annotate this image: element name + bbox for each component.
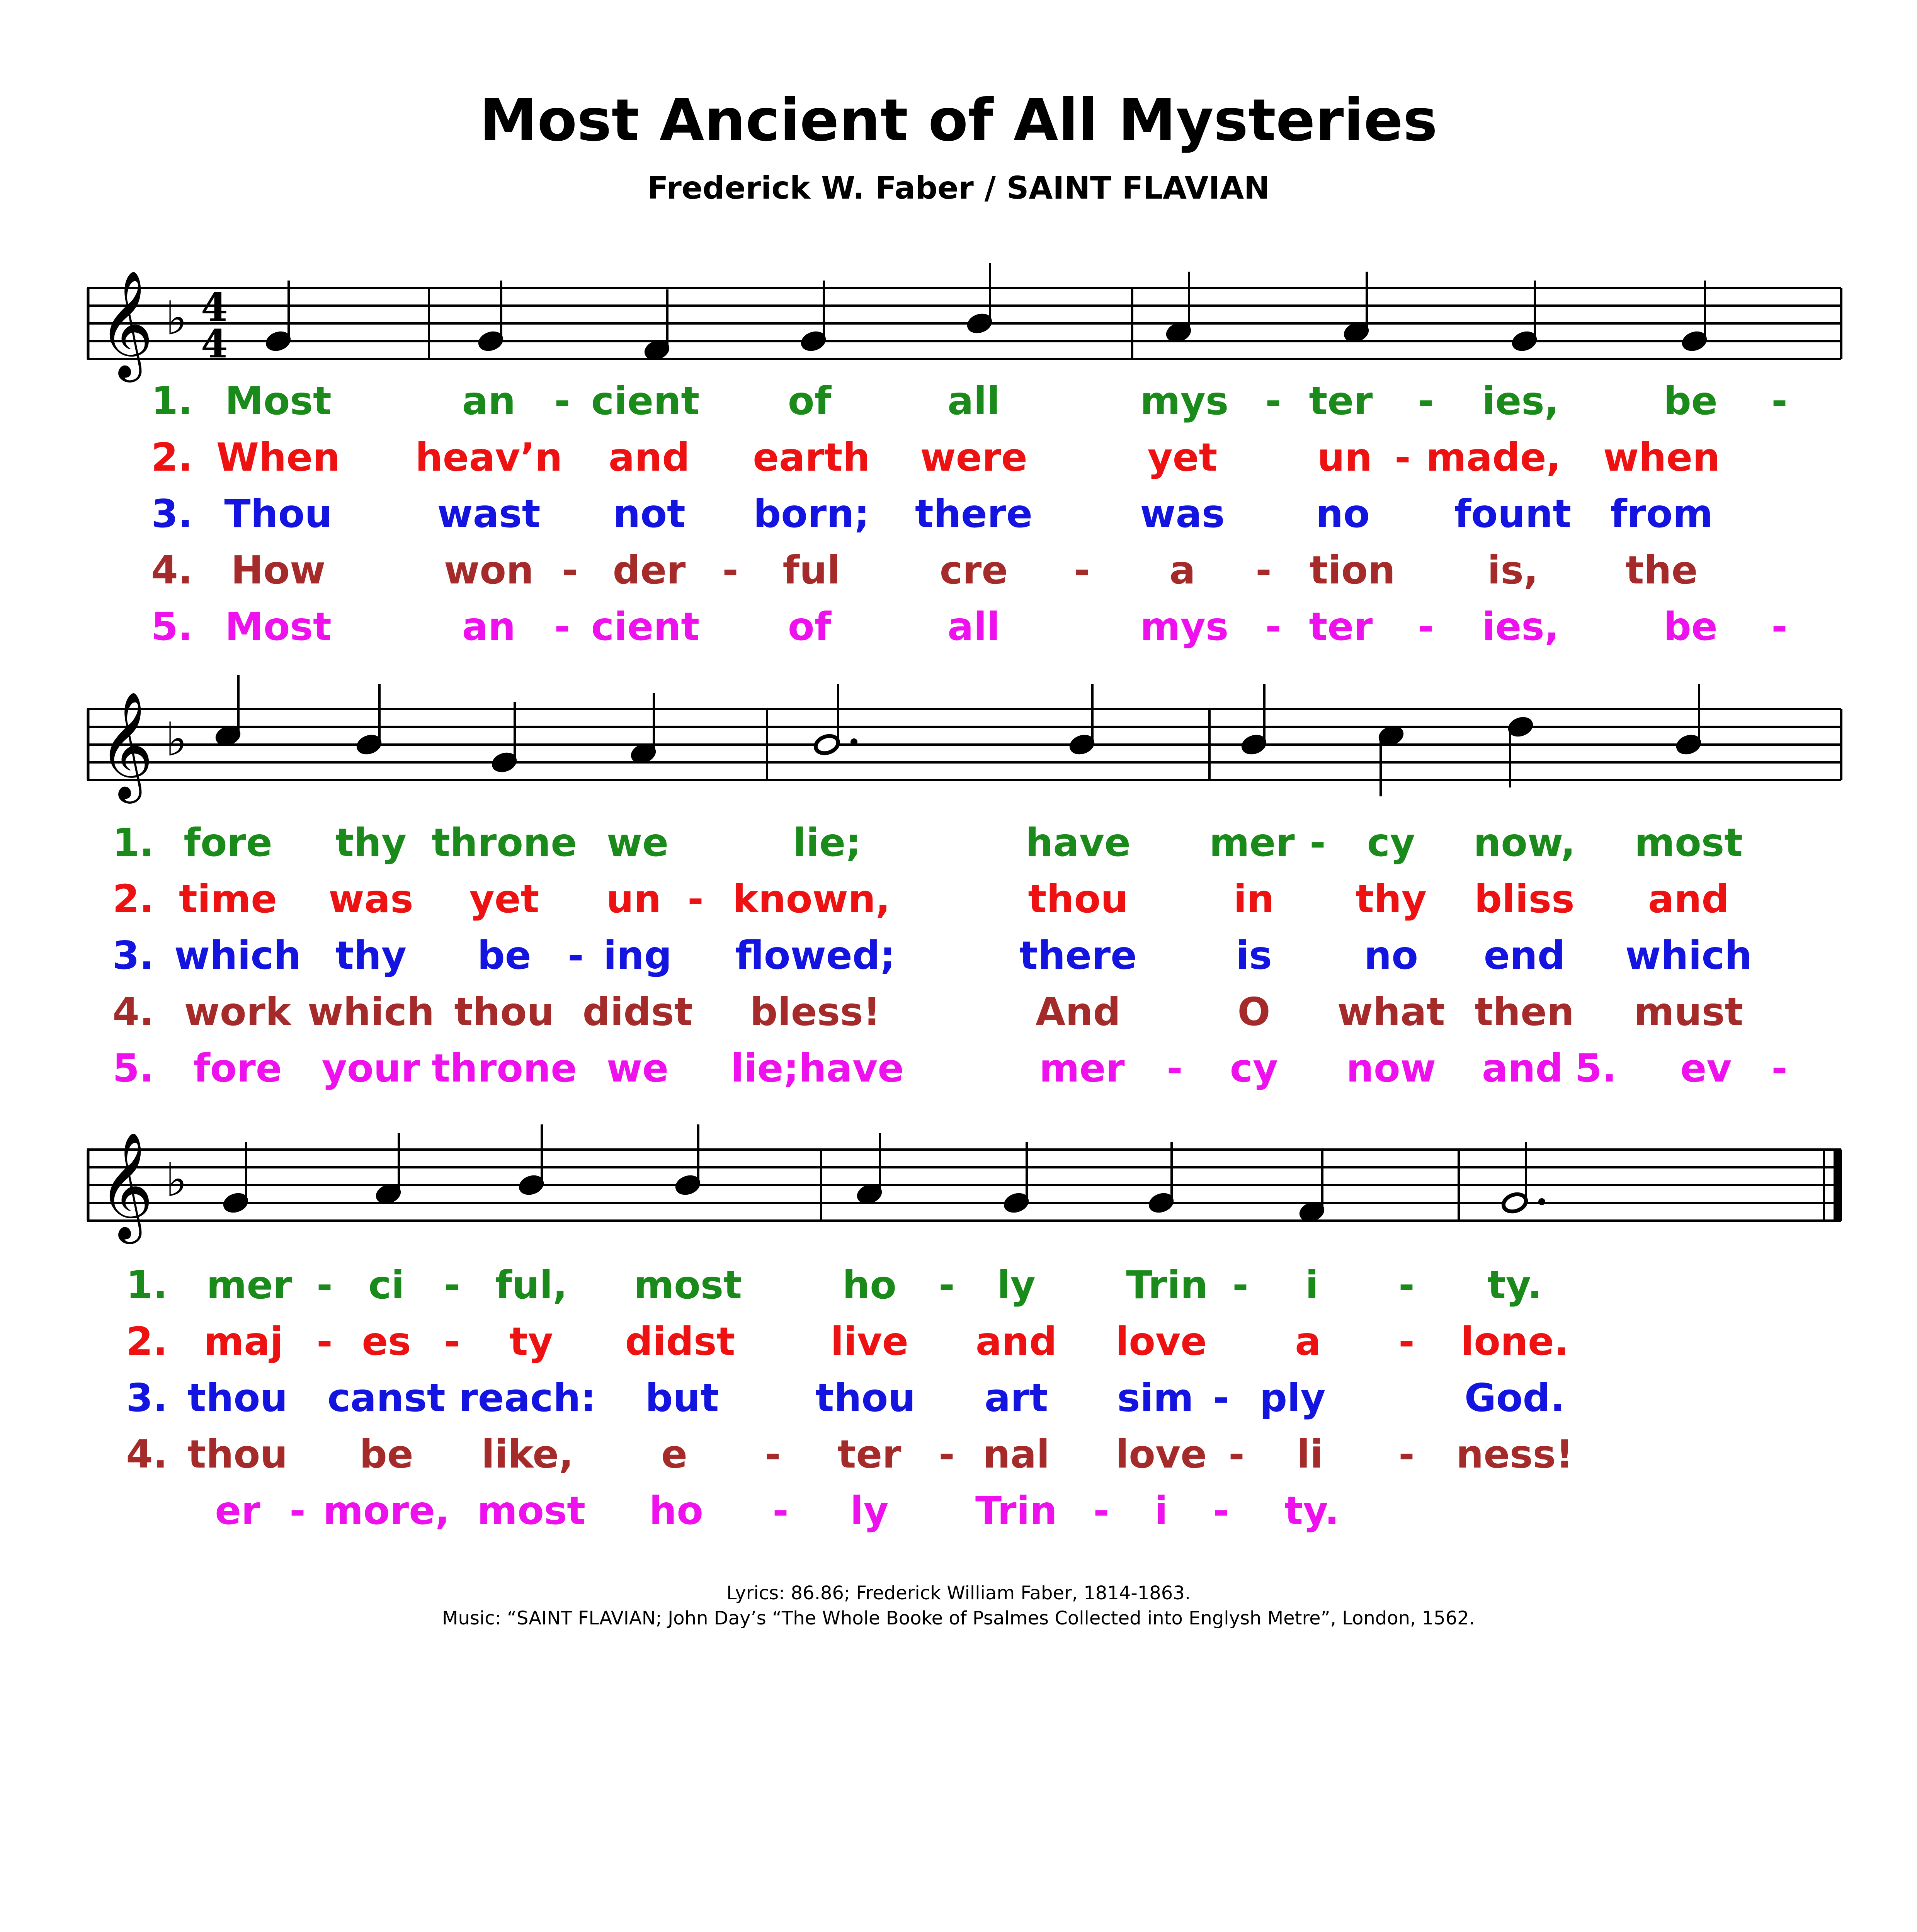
- lyric-syllable: Trin: [1126, 1262, 1208, 1308]
- lyric-syllable: thy: [335, 820, 407, 865]
- note: [477, 281, 505, 353]
- key-flat-icon: ♭: [165, 292, 187, 345]
- lyrics-credit: Lyrics: 86.86; Frederick William Faber, 1814-1863.: [726, 1582, 1191, 1604]
- lyric-syllable: mer: [1209, 820, 1295, 865]
- lyric-syllable: i: [1154, 1488, 1168, 1533]
- verse-2-line: [126, 1319, 1569, 1364]
- lyric-hyphen: -: [772, 1488, 789, 1533]
- lyric-syllable: ho: [649, 1488, 703, 1533]
- lyric-syllable: but: [645, 1375, 719, 1420]
- lyric-syllable: fore: [193, 1046, 282, 1091]
- lyric-syllable: heav’n: [415, 435, 563, 480]
- lyric-syllable: Thou: [224, 491, 332, 536]
- verse-number: 4.: [151, 548, 193, 593]
- final-thick-barline: [1834, 1150, 1842, 1221]
- notes-system-2: [214, 675, 1703, 796]
- lyric-syllable: which: [1625, 933, 1752, 978]
- lyric-syllable: we: [606, 820, 669, 865]
- verse-number: 3.: [112, 933, 154, 978]
- time-signature-bottom: 4: [201, 321, 228, 367]
- note: [1675, 684, 1703, 756]
- lyric-syllable: live: [830, 1319, 908, 1364]
- time-signature-top: 4: [201, 284, 228, 330]
- lyric-syllable: time: [179, 876, 277, 922]
- notes-system-3: [222, 1124, 1545, 1223]
- lyric-syllable: ly: [997, 1262, 1036, 1308]
- lyric-syllable: all: [947, 378, 1000, 423]
- lyric-syllable: lie;have: [730, 1046, 904, 1091]
- lyric-syllable: mys: [1140, 604, 1229, 649]
- staff-lines: [87, 709, 1841, 780]
- lyric-hyphen: -: [1255, 548, 1272, 593]
- note: [643, 289, 671, 362]
- lyric-syllable: what: [1337, 989, 1445, 1034]
- lyric-syllable: cy: [1367, 820, 1415, 865]
- lyric-hyphen: -: [1398, 1319, 1415, 1364]
- lyric-syllable: throne: [431, 1046, 577, 1091]
- lyric-syllable: ho: [842, 1262, 896, 1308]
- lyric-hyphen: -: [316, 1319, 333, 1364]
- verse-5-line: [151, 604, 1788, 649]
- lyric-syllable: must: [1634, 989, 1744, 1034]
- lyric-syllable: flowed;: [735, 933, 896, 978]
- note: [214, 675, 242, 747]
- note: [1343, 272, 1370, 344]
- lyric-hyphen: -: [1771, 1046, 1788, 1091]
- verse-1-line: [126, 1262, 1542, 1308]
- note: [1298, 1151, 1326, 1223]
- lyric-hyphen: -: [1418, 378, 1434, 423]
- lyric-syllable: thou: [187, 1375, 288, 1420]
- lyric-syllable: ter: [1309, 378, 1373, 423]
- lyric-syllable: Trin: [975, 1488, 1058, 1533]
- staff-system-2: [0, 657, 1917, 1101]
- lyric-syllable: i: [1305, 1262, 1319, 1308]
- lyric-syllable: when: [1603, 435, 1720, 480]
- lyric-syllable: earth: [753, 435, 870, 480]
- lyric-hyphen: -: [1074, 548, 1090, 593]
- lyric-syllable: ter: [837, 1432, 902, 1477]
- lyric-syllable: thou: [187, 1432, 288, 1477]
- lyric-syllable: more,: [323, 1488, 450, 1533]
- lyric-syllable: fore: [184, 820, 272, 865]
- note: [630, 693, 657, 765]
- lyric-hyphen: -: [568, 933, 584, 978]
- staff-lines: [87, 1150, 1841, 1221]
- note: [356, 684, 383, 756]
- verse-number: 2.: [151, 435, 193, 480]
- note: [800, 281, 827, 353]
- lyric-syllable: was: [1140, 491, 1225, 536]
- note: [966, 263, 993, 335]
- lyric-syllable: didst: [625, 1319, 735, 1364]
- lyric-hyphen: -: [444, 1319, 460, 1364]
- lyric-hyphen: -: [765, 1432, 781, 1477]
- lyric-syllable: ly: [850, 1488, 889, 1533]
- note: [1165, 272, 1192, 344]
- lyric-syllable: er: [215, 1488, 260, 1533]
- lyric-syllable: How: [231, 548, 326, 593]
- lyric-hyphen: -: [1213, 1375, 1229, 1420]
- lyric-syllable: was: [328, 876, 413, 922]
- verse-5-line: [215, 1488, 1339, 1533]
- lyric-syllable: cre: [939, 548, 1008, 593]
- lyric-syllable: And: [1035, 989, 1121, 1034]
- lyric-syllable: fount: [1454, 491, 1572, 536]
- lyric-syllable: lone.: [1461, 1319, 1569, 1364]
- lyric-syllable: God.: [1464, 1375, 1565, 1420]
- lyric-hyphen: -: [687, 876, 704, 922]
- lyric-syllable: of: [788, 378, 832, 423]
- lyric-syllable: were: [920, 435, 1027, 480]
- lyric-syllable: is: [1236, 933, 1272, 978]
- treble-clef-icon: 𝄞: [99, 269, 153, 378]
- lyric-hyphen: -: [1771, 604, 1788, 649]
- lyric-syllable: ply: [1259, 1375, 1326, 1420]
- lyric-syllable: thou: [815, 1375, 916, 1420]
- lyric-syllable: thy: [1355, 876, 1427, 922]
- lyric-syllable: didst: [582, 989, 693, 1034]
- verse-number: 2.: [112, 876, 154, 922]
- lyric-syllable: which: [174, 933, 301, 978]
- lyric-syllable: reach:: [459, 1375, 596, 1420]
- note: [1148, 1142, 1175, 1214]
- note: [1003, 1142, 1030, 1214]
- treble-clef-icon: 𝄞: [99, 690, 153, 799]
- lyric-syllable: all: [947, 604, 1000, 649]
- lyric-syllable: no: [1364, 933, 1418, 978]
- lyric-hyphen: -: [554, 604, 570, 649]
- lyric-syllable: work: [184, 989, 291, 1034]
- lyric-syllable: Most: [225, 378, 332, 423]
- lyric-hyphen: -: [1398, 1262, 1415, 1308]
- lyric-syllable: no: [1316, 491, 1370, 536]
- verse-number: 4.: [112, 989, 154, 1034]
- key-flat-icon: ♭: [165, 1153, 187, 1207]
- verse-number: 5.: [151, 604, 193, 649]
- verse-number: 1.: [126, 1262, 168, 1308]
- verse-1-line: [151, 378, 1788, 423]
- lyric-syllable: bliss: [1474, 876, 1575, 922]
- lyric-syllable: then: [1474, 989, 1575, 1034]
- lyric-syllable: ter: [1309, 604, 1373, 649]
- lyric-syllable: won: [444, 548, 534, 593]
- lyric-syllable: ty: [509, 1319, 553, 1364]
- verse-number: 4.: [126, 1432, 168, 1477]
- lyric-syllable: un: [606, 876, 662, 922]
- lyric-syllable: When: [216, 435, 340, 480]
- note: [1378, 724, 1405, 796]
- verse-3-line: [112, 933, 1752, 978]
- note: [375, 1133, 402, 1206]
- lyric-syllable: known,: [733, 876, 890, 922]
- notes-system-1: [265, 263, 1708, 362]
- lyric-syllable: be: [359, 1432, 413, 1477]
- lyric-syllable: sim: [1117, 1375, 1194, 1420]
- treble-clef-icon: 𝄞: [99, 1131, 153, 1239]
- lyric-syllable: from: [1610, 491, 1713, 536]
- lyric-syllable: love: [1116, 1319, 1207, 1364]
- note: [222, 1142, 250, 1214]
- staff-system-1: [0, 0, 1917, 657]
- lyric-syllable: thou: [1028, 876, 1128, 922]
- lyric-syllable: now,: [1473, 820, 1575, 865]
- lyric-hyphen: -: [1232, 1262, 1249, 1308]
- lyric-syllable: an: [462, 604, 516, 649]
- lyric-syllable: the: [1625, 548, 1698, 593]
- lyric-syllable: es: [362, 1319, 411, 1364]
- lyric-syllable: mer: [206, 1262, 292, 1308]
- lyric-syllable: canst: [327, 1375, 446, 1420]
- note: [1507, 715, 1534, 787]
- lyric-syllable: made,: [1426, 435, 1561, 480]
- lyric-syllable: your: [321, 1046, 420, 1091]
- note: [1240, 684, 1268, 756]
- lyric-syllable: ful,: [495, 1262, 568, 1308]
- lyric-syllable: O: [1237, 989, 1271, 1034]
- lyric-syllable: most: [477, 1488, 586, 1533]
- lyric-syllable: is,: [1487, 548, 1538, 593]
- note: [1681, 281, 1708, 353]
- note: [265, 281, 292, 353]
- lyric-hyphen: -: [1310, 820, 1326, 865]
- lyric-syllable: end: [1483, 933, 1565, 978]
- lyric-syllable: cy: [1230, 1046, 1278, 1091]
- verse-5-line: [112, 1046, 1788, 1091]
- lyric-hyphen: -: [1398, 1432, 1415, 1477]
- lyric-syllable: maj: [204, 1319, 283, 1364]
- lyric-syllable: ty.: [1487, 1262, 1542, 1308]
- lyric-syllable: born;: [753, 491, 870, 536]
- verse-2-line: [151, 435, 1720, 480]
- verse-number: 5.: [112, 1046, 154, 1091]
- verse-number: 3.: [126, 1375, 168, 1420]
- lyric-syllable: ev: [1680, 1046, 1732, 1091]
- lyric-hyphen: -: [1093, 1488, 1109, 1533]
- lyric-syllable: like,: [481, 1432, 574, 1477]
- lyric-syllable: and: [608, 435, 690, 480]
- lyric-hyphen: -: [1771, 378, 1788, 423]
- lyric-syllable: throne: [431, 820, 577, 865]
- lyric-syllable: there: [915, 491, 1032, 536]
- lyric-syllable: of: [788, 604, 832, 649]
- lyric-syllable: and: [975, 1319, 1057, 1364]
- verse-number: 1.: [151, 378, 193, 423]
- lyric-syllable: have: [1026, 820, 1131, 865]
- lyric-syllable: Most: [225, 604, 332, 649]
- lyric-hyphen: -: [939, 1432, 955, 1477]
- lyric-syllable: art: [984, 1375, 1048, 1420]
- lyric-hyphen: -: [1167, 1046, 1183, 1091]
- note: [491, 702, 518, 774]
- hymn-title: Most Ancient of All Mysteries: [479, 87, 1438, 154]
- verse-number: 3.: [151, 491, 193, 536]
- lyric-hyphen: -: [1395, 435, 1411, 480]
- verse-number: 5.: [1575, 1046, 1617, 1091]
- lyric-syllable: love: [1116, 1432, 1207, 1477]
- lyric-syllable: nal: [983, 1432, 1050, 1477]
- lyric-syllable: lie;: [793, 820, 861, 865]
- lyric-syllable: mer: [1039, 1046, 1125, 1091]
- lyric-syllable: and: [1648, 876, 1730, 922]
- music-credit: Music: “SAINT FLAVIAN; John Day’s “The Whole Booke of Psalmes Collected into Englysh Metre”, London, 1562.: [442, 1607, 1475, 1629]
- lyric-syllable: li: [1296, 1432, 1323, 1477]
- lyric-hyphen: -: [289, 1488, 306, 1533]
- lyric-syllable: which: [307, 989, 435, 1034]
- lyric-syllable: not: [613, 491, 685, 536]
- lyric-syllable: now: [1346, 1046, 1436, 1091]
- lyric-syllable: most: [633, 1262, 742, 1308]
- lyric-hyphen: -: [722, 548, 738, 593]
- lyric-hyphen: -: [1418, 604, 1434, 649]
- lyric-syllable: yet: [1147, 435, 1218, 480]
- verse-4-line: [151, 548, 1698, 593]
- verse-2-line: [112, 876, 1729, 922]
- lyric-syllable: be: [1664, 604, 1718, 649]
- lyric-syllable: thou: [454, 989, 555, 1034]
- lyric-syllable: e: [661, 1432, 687, 1477]
- lyric-syllable: ful: [782, 548, 840, 593]
- verse-number: 1.: [112, 820, 154, 865]
- lyric-syllable: we: [606, 1046, 669, 1091]
- lyric-syllable: a: [1169, 548, 1196, 593]
- lyric-syllable: ing: [603, 933, 672, 978]
- lyric-syllable: be: [477, 933, 531, 978]
- lyric-syllable: most: [1634, 820, 1743, 865]
- note: [518, 1124, 545, 1197]
- lyric-syllable: and: [1482, 1046, 1563, 1091]
- lyric-hyphen: -: [1228, 1432, 1245, 1477]
- lyric-syllable: cient: [591, 604, 700, 649]
- lyric-hyphen: -: [1265, 604, 1281, 649]
- note: [856, 1133, 883, 1206]
- lyric-syllable: wast: [437, 491, 541, 536]
- lyric-syllable: der: [612, 548, 686, 593]
- verse-3-line: [151, 491, 1713, 536]
- lyric-syllable: ty.: [1284, 1488, 1339, 1533]
- verse-1-line: [112, 820, 1743, 865]
- lyric-hyphen: -: [1213, 1488, 1229, 1533]
- lyric-syllable: ness!: [1456, 1432, 1573, 1477]
- lyric-syllable: bless!: [750, 989, 881, 1034]
- lyric-hyphen: -: [316, 1262, 333, 1308]
- verse-4-line: [112, 989, 1743, 1034]
- verse-4-line: [126, 1432, 1573, 1477]
- lyric-syllable: yet: [469, 876, 539, 922]
- lyric-syllable: ies,: [1482, 378, 1559, 423]
- hymn-subtitle: Frederick W. Faber / SAINT FLAVIAN: [647, 170, 1270, 206]
- lyric-syllable: an: [462, 378, 516, 423]
- note: [1511, 281, 1538, 353]
- staff-lines: [87, 288, 1841, 359]
- lyric-syllable: a: [1295, 1319, 1321, 1364]
- lyric-hyphen: -: [562, 548, 578, 593]
- verse-3-line: [126, 1375, 1565, 1420]
- lyric-hyphen: -: [554, 378, 570, 423]
- lyric-syllable: there: [1019, 933, 1137, 978]
- lyric-syllable: ci: [368, 1262, 405, 1308]
- staff-system-3: [0, 1101, 1917, 1546]
- lyric-syllable: thy: [335, 933, 407, 978]
- key-flat-icon: ♭: [165, 713, 187, 767]
- lyric-syllable: be: [1664, 378, 1718, 423]
- lyric-syllable: in: [1233, 876, 1274, 922]
- lyric-syllable: ies,: [1482, 604, 1559, 649]
- lyric-hyphen: -: [939, 1262, 955, 1308]
- lyric-syllable: tion: [1310, 548, 1395, 593]
- lyric-hyphen: -: [444, 1262, 460, 1308]
- lyric-hyphen: -: [1265, 378, 1281, 423]
- note: [674, 1124, 702, 1197]
- verse-number: 2.: [126, 1319, 168, 1364]
- lyric-syllable: cient: [591, 378, 700, 423]
- lyric-syllable: mys: [1140, 378, 1229, 423]
- note: [1068, 684, 1096, 756]
- lyric-syllable: un: [1317, 435, 1373, 480]
